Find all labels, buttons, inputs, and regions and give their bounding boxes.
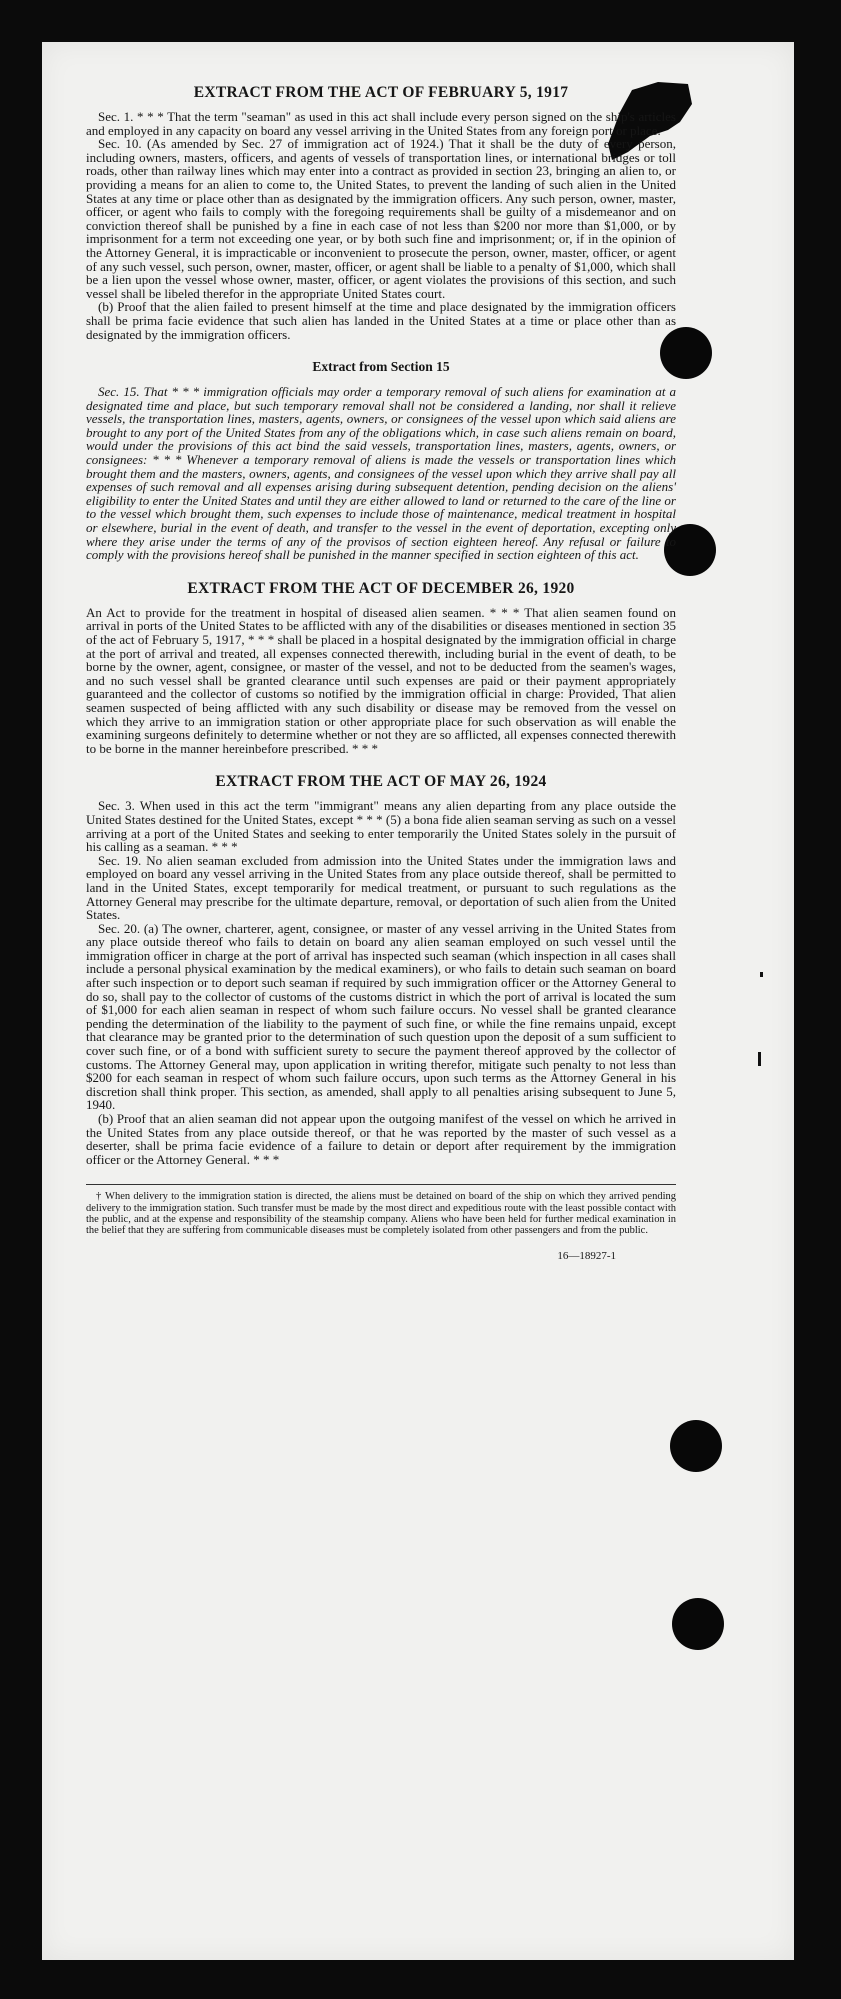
paragraph: An Act to provide for the treatment in hospital of diseased alien seamen. * * * That alien seamen found on arrival in ports of the United States to be afflicted with any of the disabilities or diseases mentioned in section 35 of the act of February 5, 1917, * * * shall be placed in a hospital designated by the immigration official in charge at the port of arrival and treated, all expenses connected therewith, including burial in the event of death, to be borne by the owner, agent, consignee, or master of the vessel, and not to be deducted from the seamen's wages, and no such vessel shall be granted clearance until such expenses are paid or their payment appropriately guaranteed and the collector of customs so notified by the immigration official in charge: Provided, That alien seamen suspected of being afflicted with any such disability or disease may be removed from the vessel on which they arrive to an immigration station or other appropriate place for such observation as will enable the examining surgeons definitely to determine whether or not they are so afflicted, all expenses connected therewith to be borne in the manner hereinbefore prescribed. * * *: [86, 604, 676, 756]
paragraph: Sec. 19. No alien seaman excluded from admission into the United States under the immigration laws and employed on board any vessel arriving in the United States from any place outside thereof, shall be permitted to land in the United States, except temporarily for medical treatment, or pursuant to such regulations as the Attorney General may prescribe for the ultimate departure, removal, or deportation of such alien from the United States.: [86, 852, 676, 923]
section-heading: EXTRACT FROM THE ACT OF FEBRUARY 5, 1917: [193, 84, 569, 101]
paragraph: (b) Proof that the alien failed to present himself at the time and place designated by the immigration officers shall be prima facie evidence that such alien has landed in the United States at a time or place other than as designated by the immigration officers.: [86, 299, 676, 342]
paragraph: Sec. 15. That * * * immigration officials may order a temporary removal of such aliens for examination at a designated time and place, but such temporary removal shall not be considered a landing, nor shall it relieve vessels, the transportation lines, masters, agents, owners, or consignees of the vessel upon which said aliens are brought to any port of the United States from any of the obligations which, in case such aliens remain on board, would under the provisions of this act bind the said vessels, transportation lines, masters, agents, owners, or consignees: * * * Whenever a temporary removal of aliens is made the vessels or transportation lines which brought them and the masters, owners, agents, and consignees of the vessel upon which they arrive shall pay all expenses of such removal and all expenses arising during subsequent detention, pending decision on the aliens' eligibility to enter the United States and until they are either allowed to land or returned to the care of the line or to the vessel which brought them, such expenses to include those of maintenance, medical treatment in hospital or elsewhere, burial in the event of death, and transfer to the vessel in the event of deportation, excepting only where they arise under the terms of any of the provisos of section eighteen hereof. Any refusal or failure to comply with the provisions hereof shall be punished in the manner specified in section eighteen of this act.: [86, 384, 676, 563]
section-15-extract: [86, 359, 676, 562]
act-1920-section: [86, 580, 676, 756]
act-1924-section: [86, 773, 676, 1166]
margin-mark: [760, 972, 763, 977]
document-text: [86, 84, 676, 1262]
footnote: [86, 1191, 676, 1236]
section-heading: EXTRACT FROM THE ACT OF DECEMBER 26, 1920: [187, 579, 575, 597]
paragraph: Sec. 3. When used in this act the term "immigrant" means any alien departing from any place outside the United States destined for the United States, except * * * (5) a bona fide alien seaman serving as such on a vessel arriving at a port of the United States and seeking to enter temporarily the United States solely in the pursuit of his calling as a seaman. * * *: [86, 798, 676, 855]
section-heading: EXTRACT FROM THE ACT OF MAY 26, 1924: [215, 773, 547, 791]
paragraph: Sec. 10. (As amended by Sec. 27 of immigration act of 1924.) That it shall be the duty of every person, including owners, masters, officers, and agents of vessels of transportation lines, or international bridges or toll roads, other than railway lines which may enter into a contract as provided in section 23, bringing an alien to, or providing a means for an alien to come to, the United States, to prevent the landing of such alien in the United States at any time or place other than as designated by the immigration officers. Any such person, owner, master, officer, or agent who fails to comply with the foregoing requirements shall be guilty of a misdemeanor and on conviction thereof shall be punished by a fine in each case of not less than $200 nor more than $1,000, or by imprisonment for a term not exceeding one year, or by both such fine and imprisonment; or, if in the opinion of the Attorney General, it is impracticable or inconvenient to prosecute the person, owner, master, officer, or agent of any such vessel, such person, owner, master, officer, or agent shall be liable to a penalty of $1,000, which shall be a lien upon the vessel whose owner, master, officer, or agent violates the provisions of this section, and such vessel shall be libeled therefor in the appropriate United States court.: [86, 136, 676, 301]
footnote-divider: [86, 1184, 676, 1185]
paragraph: Sec. 20. (a) The owner, charterer, agent, consignee, or master of any vessel arriving in the United States from any place outside thereof who fails to detain on board any alien seaman employed on such vessel until the immigration officer in charge at the port of arrival has inspected such seaman (which inspection in all cases shall include a personal physical examination by the medical examiners), or who fails to detain such seaman on board after such inspection or to deport such seaman if required by such immigration officer or the Attorney General to do so, shall pay to the collector of customs of the customs district in which the port of arrival is located the sum of $1,000 for each alien seaman in respect of whom such failure occurs. No vessel shall be granted clearance pending the determination of the liability to the payment of such fine, or while the fine remains unpaid, except that clearance may be granted prior to the determination of such question upon the deposit of a sum sufficient to cover such fine, or of a bond with sufficient surety to secure the payment thereof approved by the collector of customs. The Attorney General may, upon application in writing therefor, mitigate such penalty to not less than $200 for each seaman in respect of whom such failure occurs, upon such terms as the Attorney General in his discretion shall think proper. This section, as amended, shall apply to all penalties arising subsequent to June 5, 1940.: [86, 920, 676, 1113]
punch-hole: [670, 1420, 722, 1472]
form-number: 16—18927-1: [557, 1250, 616, 1263]
paragraph: Sec. 1. * * * That the term "seaman" as used in this act shall include every person signed on the ship's articles and employed in any capacity on board any vessel arriving in the United States from any foreign port or place.: [86, 109, 676, 138]
act-1917-section: [86, 84, 676, 341]
punch-hole: [672, 1598, 724, 1650]
paragraph: (b) Proof that an alien seaman did not appear upon the outgoing manifest of the vessel on which he arrived in the United States from any place outside thereof, or that he was reported by the master of such vessel as a deserter, shall be prima facie evidence of a failure to detain or deport after requirement by the immigration officer or the Attorney General. * * *: [86, 1111, 676, 1167]
margin-mark: [758, 1052, 761, 1066]
footnote-text: † When delivery to the immigration station is directed, the aliens must be detained on board of the ship on which they arrived pending delivery to the immigration station. Such transfer must be made by the most direct and expeditious route with the least possible contact with the public, and at the expense and responsibility of the steamship company. Aliens who have been held for further medical examination in the belief that they are suffering from communicable diseases must be completely isolated from other passengers and from the public.: [86, 1191, 676, 1236]
section-heading: Extract from Section 15: [312, 359, 450, 375]
